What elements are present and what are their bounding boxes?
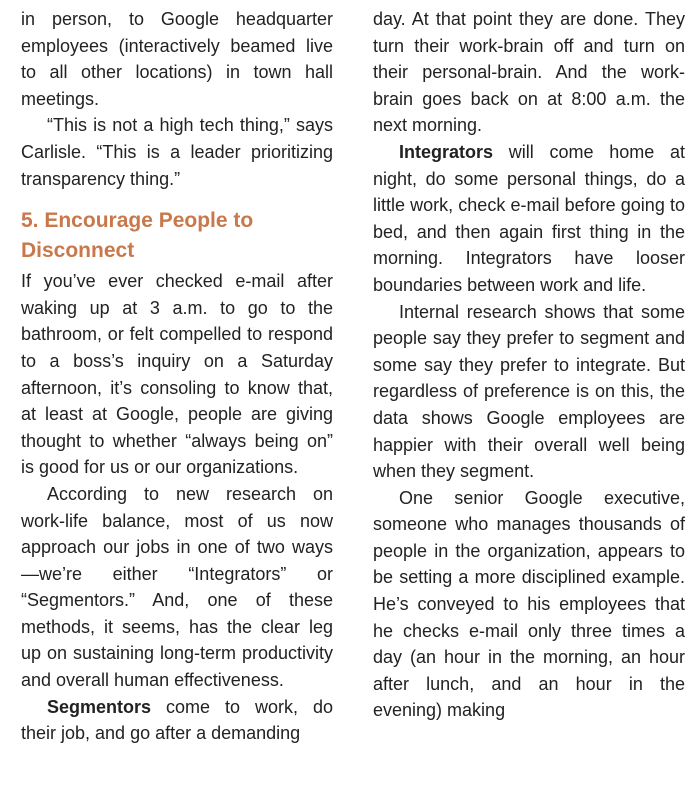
paragraph: day. At that point they are done. They turn their work-brain off and turn on their personal-brain. And the work-brain goes back on at 8:00 a.m. the next morning. [373, 9, 685, 136]
section-heading: 5. Encourage People to Disconnect [21, 209, 254, 263]
paragraph: Internal research shows that some people say they prefer to segment and some say they prefer to integrate. But regardless of preference is on this, the data shows Google employees are happier with their overall well being when they segment. [373, 301, 685, 482]
left-column [21, 6, 333, 747]
paragraph: According to new research on work-life balance, most of us now approach our jobs in one of two ways—we’re either “Integrators” or “Segmentors.” And, one of these methods, it seems, has the clear leg up on sustaining long-term productivity and overall human effectiveness. [21, 483, 333, 691]
paragraph [373, 139, 685, 299]
paragraph [21, 694, 333, 747]
right-column [373, 6, 685, 724]
paragraph-text: will come home at night, do some personal things, do a little work, check e-mail before going to bed, and then again first thing in the morning. Integrators have looser boundaries between work and life. [373, 141, 685, 295]
paragraph: in person, to Google headquarter employees (interactively beamed live to all other locations) in town hall meetings. [21, 9, 333, 109]
paragraph: One senior Google executive, someone who manages thousands of people in the organization, appears to be setting a more disciplined example. He’s conveyed to his employees that he checks e-mail only three times a day (an hour in the morning, an hour after lunch, and an hour in the evening) making [373, 487, 685, 721]
paragraph-text: come to work, do their job, and go after a demanding [21, 696, 333, 744]
bold-term-segmentors: Segmentors [47, 696, 152, 717]
quote-paragraph: “This is not a high tech thing,” says Carlisle. “This is a leader prioritizing transparency thing.” [21, 115, 333, 189]
paragraph: If you’ve ever checked e-mail after waking up at 3 a.m. to go to the bathroom, or felt compelled to respond to a boss’s inquiry on a Saturday afternoon, it’s consoling to know that, at least at Google, people are giving thought to whether “always being on” is good for us or our organizations. [21, 271, 333, 478]
bold-term-integrators: Integrators [399, 141, 494, 162]
